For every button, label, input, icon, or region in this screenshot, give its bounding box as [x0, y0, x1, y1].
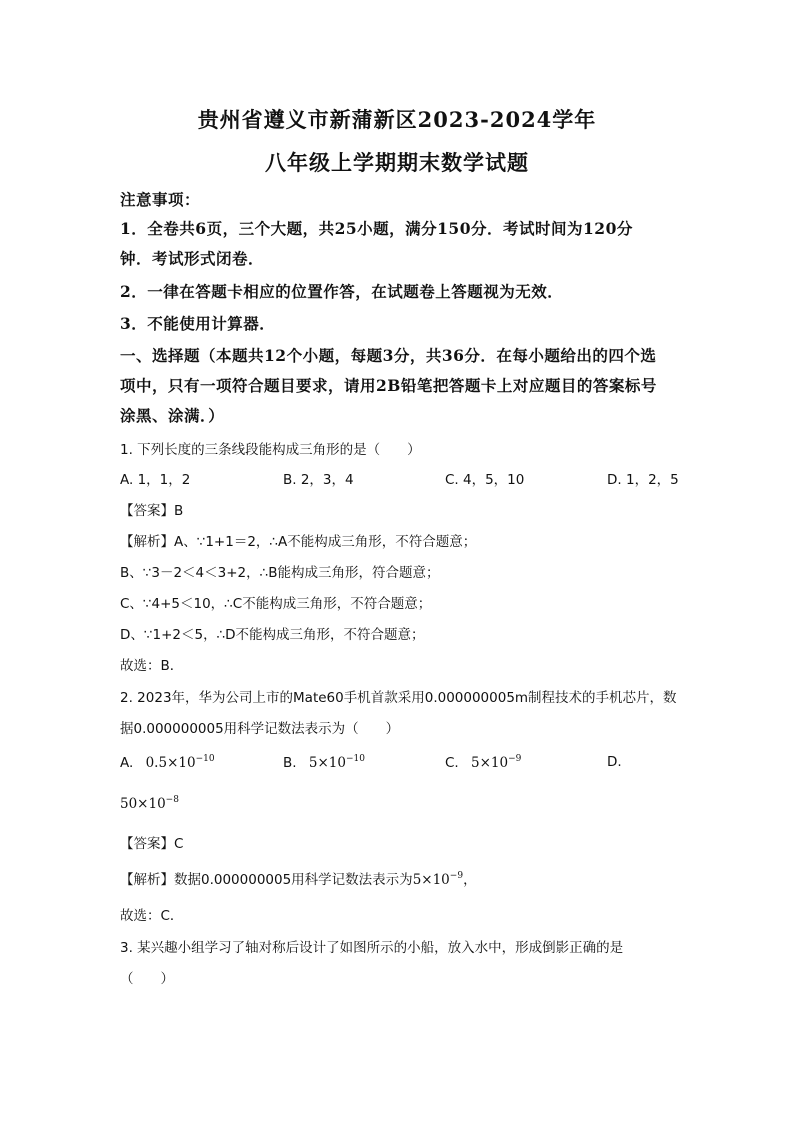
option-value: 5×10 [308, 755, 346, 771]
question-3-stem: 3. 某兴趣小组学习了轴对称后设计了如图所示的小船，放入水中，形成倒影正确的是 [120, 940, 624, 956]
page-title: 贵州省遵义市新蒲新区2023-2024学年 [197, 107, 597, 132]
explanation-exponent: −9 [449, 871, 464, 881]
question-2-choice: 故选：C． [120, 908, 184, 924]
question-2-option-d [120, 795, 179, 812]
question-1-stem: 1. 下列长度的三条线段能构成三角形的是（ ） [120, 442, 421, 458]
question-2-stem: 2. 2023年，华为公司上市的Mate60手机首款采用0.000000005m制程技术的手机芯片，数 [120, 690, 677, 706]
explanation-tail: ， [463, 872, 477, 888]
option-value: 50×10 [120, 796, 166, 812]
question-3-stem-cont: （ ） [120, 971, 174, 987]
question-1-choice: 故选：B． [120, 658, 184, 674]
explanation-text: 【解析】数据0.000000005用科学记数法表示为 [120, 872, 413, 888]
option-exponent: −10 [195, 754, 215, 764]
notes-item-1-cont: 钟．考试形式闭卷． [120, 249, 265, 268]
question-1-option-d: D. 1，2，5 [607, 472, 679, 488]
question-2-stem-cont: 据0.000000005用科学记数法表示为（ ） [120, 721, 400, 737]
page-subtitle: 八年级上学期期末数学试题 [265, 150, 529, 175]
explanation-value: 5×10 [412, 872, 450, 888]
question-1-explanation: B、∵3－2＜4＜3+2，∴B能构成三角形，符合题意； [120, 565, 440, 581]
option-exponent: −9 [508, 754, 522, 764]
section-heading-cont: 涂黑、涂满．） [120, 406, 225, 425]
question-2-answer: 【答案】C [120, 836, 184, 852]
question-2-explanation [120, 868, 477, 888]
option-label: A. [120, 755, 134, 771]
option-label: B. [283, 755, 297, 771]
question-1-option-c: C. 4，5，10 [445, 472, 525, 488]
section-heading-cont: 项中，只有一项符合题目要求，请用2B铅笔把答题卡上对应题目的答案标号 [120, 376, 657, 395]
option-value: 5×10 [471, 755, 509, 771]
notes-item-1: 1．全卷共6页，三个大题，共25小题，满分150分．考试时间为120分 [120, 219, 633, 238]
question-1-explanation: C、∵4+5＜10，∴C不能构成三角形，不符合题意； [120, 596, 432, 612]
option-exponent: −10 [345, 754, 365, 764]
question-1-explanation: D、∵1+2＜5，∴D不能构成三角形，不符合题意； [120, 627, 425, 643]
option-exponent: −8 [165, 795, 179, 805]
notes-heading: 注意事项： [120, 190, 201, 209]
notes-item-3: 3．不能使用计算器． [120, 314, 276, 333]
notes-item-2: 2．一律在答题卡相应的位置作答，在试题卷上答题视为无效． [120, 282, 564, 301]
question-1-option-b: B. 2，3，4 [283, 472, 354, 488]
question-2-option-b [283, 754, 365, 771]
question-1-answer: 【答案】B [120, 503, 184, 519]
question-1-option-a: A. 1，1，2 [120, 472, 191, 488]
option-label: C. [445, 755, 459, 771]
question-1-explanation: 【解析】A、∵1+1＝2，∴A不能构成三角形，不符合题意； [120, 534, 477, 550]
option-value: 0.5×10 [145, 755, 196, 771]
question-2-option-d-label: D. [607, 754, 622, 770]
section-heading: 一、选择题（本题共12个小题，每题3分，共36分．在每小题给出的四个选 [120, 346, 657, 365]
question-2-option-c [445, 754, 521, 771]
question-2-option-a [120, 754, 215, 771]
